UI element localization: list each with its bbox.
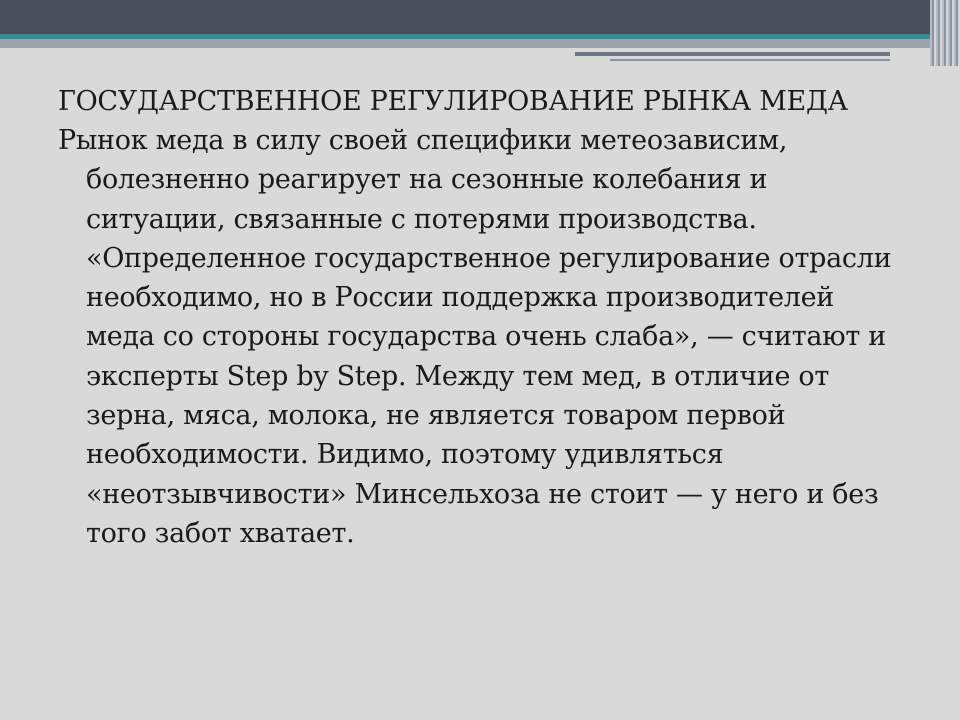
gray-band (0, 39, 960, 48)
accent-line (575, 52, 890, 56)
accent-line-thin (610, 59, 890, 61)
header-bar (0, 0, 960, 34)
corner-stripes (930, 0, 960, 66)
slide-content (58, 82, 908, 553)
slide-title: ГОСУДАРСТВЕННОЕ РЕГУЛИРОВАНИЕ РЫНКА МЕДА (58, 86, 848, 117)
slide-body-text: Рынок меда в силу своей специфики метеозависим, болезненно реагирует на сезонные колебания и ситуации, связанные с потерями производства. «Определенное государственное регулирование отрасли необходимо, но в России поддержка производителей меда со стороны государства очень слаба», — считают и эксперты Step by Step. Между тем мед, в отличие от зерна, мяса, молока, не является товаром первой необходимости. Видимо, поэтому удивляться «неотзывчивости» Минсельхоза не стоит — у него и без того забот хватает. (58, 125, 892, 549)
